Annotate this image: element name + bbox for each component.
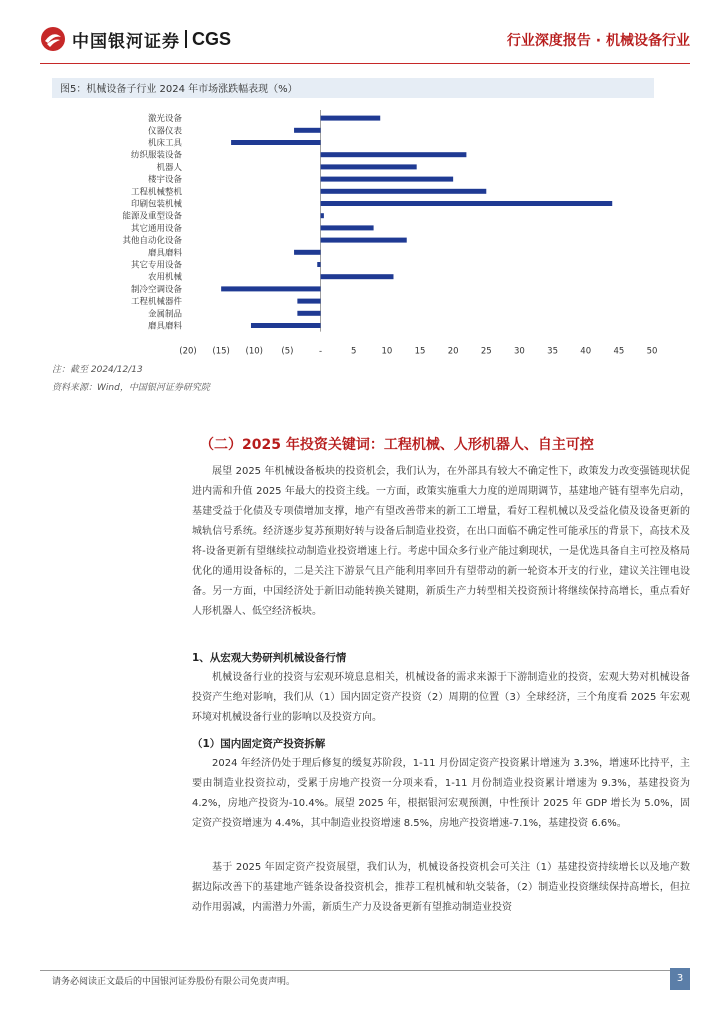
- bar-14: [221, 286, 320, 291]
- category-label: 制冷空调设备: [130, 284, 182, 295]
- category-label: 能源及重型设备: [122, 211, 182, 222]
- category-label: 工程机械器件: [130, 297, 182, 308]
- bar-0: [321, 116, 381, 121]
- report-type: 行业深度报告 · 机械设备行业: [506, 33, 690, 49]
- category-label: 其它通用设备: [130, 223, 182, 234]
- category-label: 磨具磨料: [147, 248, 182, 259]
- category-label: 磨具磨料: [147, 321, 182, 332]
- figure-note: 注：截至 2024/12/13: [52, 365, 143, 375]
- macro-text: 机械设备行业的投资与宏观环境息息相关，机械设备的需求来源于下游制造业的投资，宏观大势对机械设备投资产生绝对影响，我们从（1）国内固定资产投资（2）周期的位置（3）全球经济，三个角度看 2025 年宏观环境对机械设备行业的影响以及投资方向。: [192, 672, 690, 723]
- brand-separator: [185, 30, 187, 48]
- investment-paragraph: [192, 754, 690, 834]
- brand-name-en: CGS: [192, 28, 232, 49]
- category-label: 农用机械: [147, 272, 182, 283]
- footer-disclaimer: 请务必阅读正文最后的中国银河证券股份有限公司免责声明。: [52, 977, 296, 987]
- x-tick-label: 20: [447, 346, 459, 357]
- bar-16: [297, 311, 320, 316]
- bar-6: [321, 189, 487, 194]
- category-label: 金属制品: [147, 309, 182, 320]
- x-tick-label: (5): [281, 346, 294, 357]
- x-tick-label: 40: [580, 346, 592, 357]
- x-tick-label: 45: [613, 346, 625, 357]
- x-tick-label: 35: [547, 346, 558, 357]
- category-label: 其它专用设备: [130, 260, 182, 271]
- outlook-text: 基于 2025 年固定资产投资展望，我们认为，机械设备投资机会可关注（1）基建投资持续增长以及地产数据边际改善下的基建地产链条设备投资机会，推荐工程机械和轨交装备，（2）制造业投资继续保持高增长，但拉动作用弱减，内需潜力外需，新质生产力及设备更新有望推动制造业投资: [192, 862, 690, 913]
- bar-13: [321, 274, 394, 279]
- figure-title: 图5：机械设备子行业 2024 年市场涨跌幅表现（%）: [60, 84, 298, 95]
- category-label: 纺织服装设备: [130, 150, 182, 161]
- bar-3: [321, 152, 467, 157]
- bar-11: [294, 250, 321, 255]
- bar-17: [251, 323, 321, 328]
- x-tick-label: (10): [245, 346, 264, 357]
- brand-logo: [40, 26, 231, 52]
- macro-paragraph: [192, 668, 690, 728]
- category-label: 其他自动化设备: [122, 236, 182, 247]
- page-number: 3: [670, 968, 690, 990]
- x-tick-label: 15: [414, 346, 426, 357]
- subheading-fixed-investment: （1）国内固定资产投资拆解: [192, 738, 326, 750]
- category-label: 仪器仪表: [147, 126, 182, 137]
- investment-text: 2024 年经济仍处于理后修复的缓复苏阶段，1-11 月份固定资产投资累计增速为 3.3%，增速环比持平，主要由制造业投资拉动，受累于房地产投资一分项来看，1-11 月份制造业投资累计增速为 9.3%，基建投资为 4.2%，房地产投资为-10.4%。展望 2025 年，根据银河宏观预测，中性预计 2025 年 GDP 增长为 5.0%，固定资产投资增速为 4.4%，其中制造业投资增速 8.5%，房地产投资增速-7.1%，基建投资 6.6%。: [192, 758, 690, 829]
- category-label: 机床工具: [147, 138, 182, 149]
- x-tick-label: 30: [514, 346, 525, 357]
- bar-8: [321, 213, 324, 218]
- bar-7: [321, 201, 613, 206]
- bar-2: [231, 140, 320, 145]
- bar-1: [294, 128, 321, 133]
- subsector-performance-chart: [52, 100, 658, 357]
- bar-5: [321, 177, 454, 182]
- x-tick-label: (15): [212, 346, 230, 357]
- bar-15: [297, 299, 320, 304]
- x-tick-label: 50: [646, 346, 658, 357]
- category-label: 机器人: [156, 162, 182, 173]
- x-tick-label: (20): [179, 346, 197, 357]
- galaxy-logo-icon: [40, 26, 66, 52]
- bar-9: [321, 225, 374, 230]
- section-title: （二）2025 年投资关键词：工程机械、人形机器人、自主可控: [200, 437, 594, 453]
- footer-divider: [40, 970, 690, 971]
- category-label: 工程机械整机: [130, 187, 182, 198]
- x-tick-label: 5: [351, 346, 357, 357]
- category-label: 激光设备: [147, 114, 182, 125]
- page-header: [40, 26, 690, 56]
- header-divider: [40, 63, 690, 64]
- category-label: 楼宇设备: [147, 175, 182, 186]
- intro-paragraph: [192, 462, 690, 622]
- bar-10: [321, 238, 407, 243]
- intro-text: 展望 2025 年机械设备板块的投资机会，我们认为，在外部具有较大不确定性下，政策发力改变强链现状促进内需和升值 2025 年最大的投资主线。一方面，政策实施重大力度的逆周期调节，基建地产链有望率先启动，基建受益于化债及专项债增加支撑，地产有望改善带来的新工工增量，看好工程机械以及受益化债及设备更新的城轨信号系统。经济逐步复苏预期好转与设备后制造业投资，在出口面临不确定性可能承压的背景下，高技术及将-设备更新有望继续拉动制造业投资增速上行。考虑中国众多行业产能过剩现状，一是优选具备自主可控及格局优化的通用设备标的，二是关注下游景气且产能利用率回升有望带动的新一轮资本开支的行业，建议关注锂电设备。另一方面，中国经济处于新旧动能转换关键期，新质生产力转型相关投资预计将继续保持高增长，重点看好人形机器人、低空经济板块。: [192, 466, 690, 617]
- category-label: 印刷包装机械: [130, 199, 182, 210]
- bar-4: [321, 164, 417, 169]
- subheading-macro: 1、从宏观大势研判机械设备行情: [192, 652, 347, 664]
- figure-source: 资料来源：Wind，中国银河证券研究院: [52, 383, 210, 393]
- x-tick-label: -: [319, 346, 323, 357]
- outlook-paragraph: [192, 858, 690, 918]
- brand-name-cn: 中国银河证券: [72, 31, 180, 52]
- bar-12: [317, 262, 320, 267]
- x-tick-label: 10: [381, 346, 393, 357]
- x-tick-label: 25: [480, 346, 492, 357]
